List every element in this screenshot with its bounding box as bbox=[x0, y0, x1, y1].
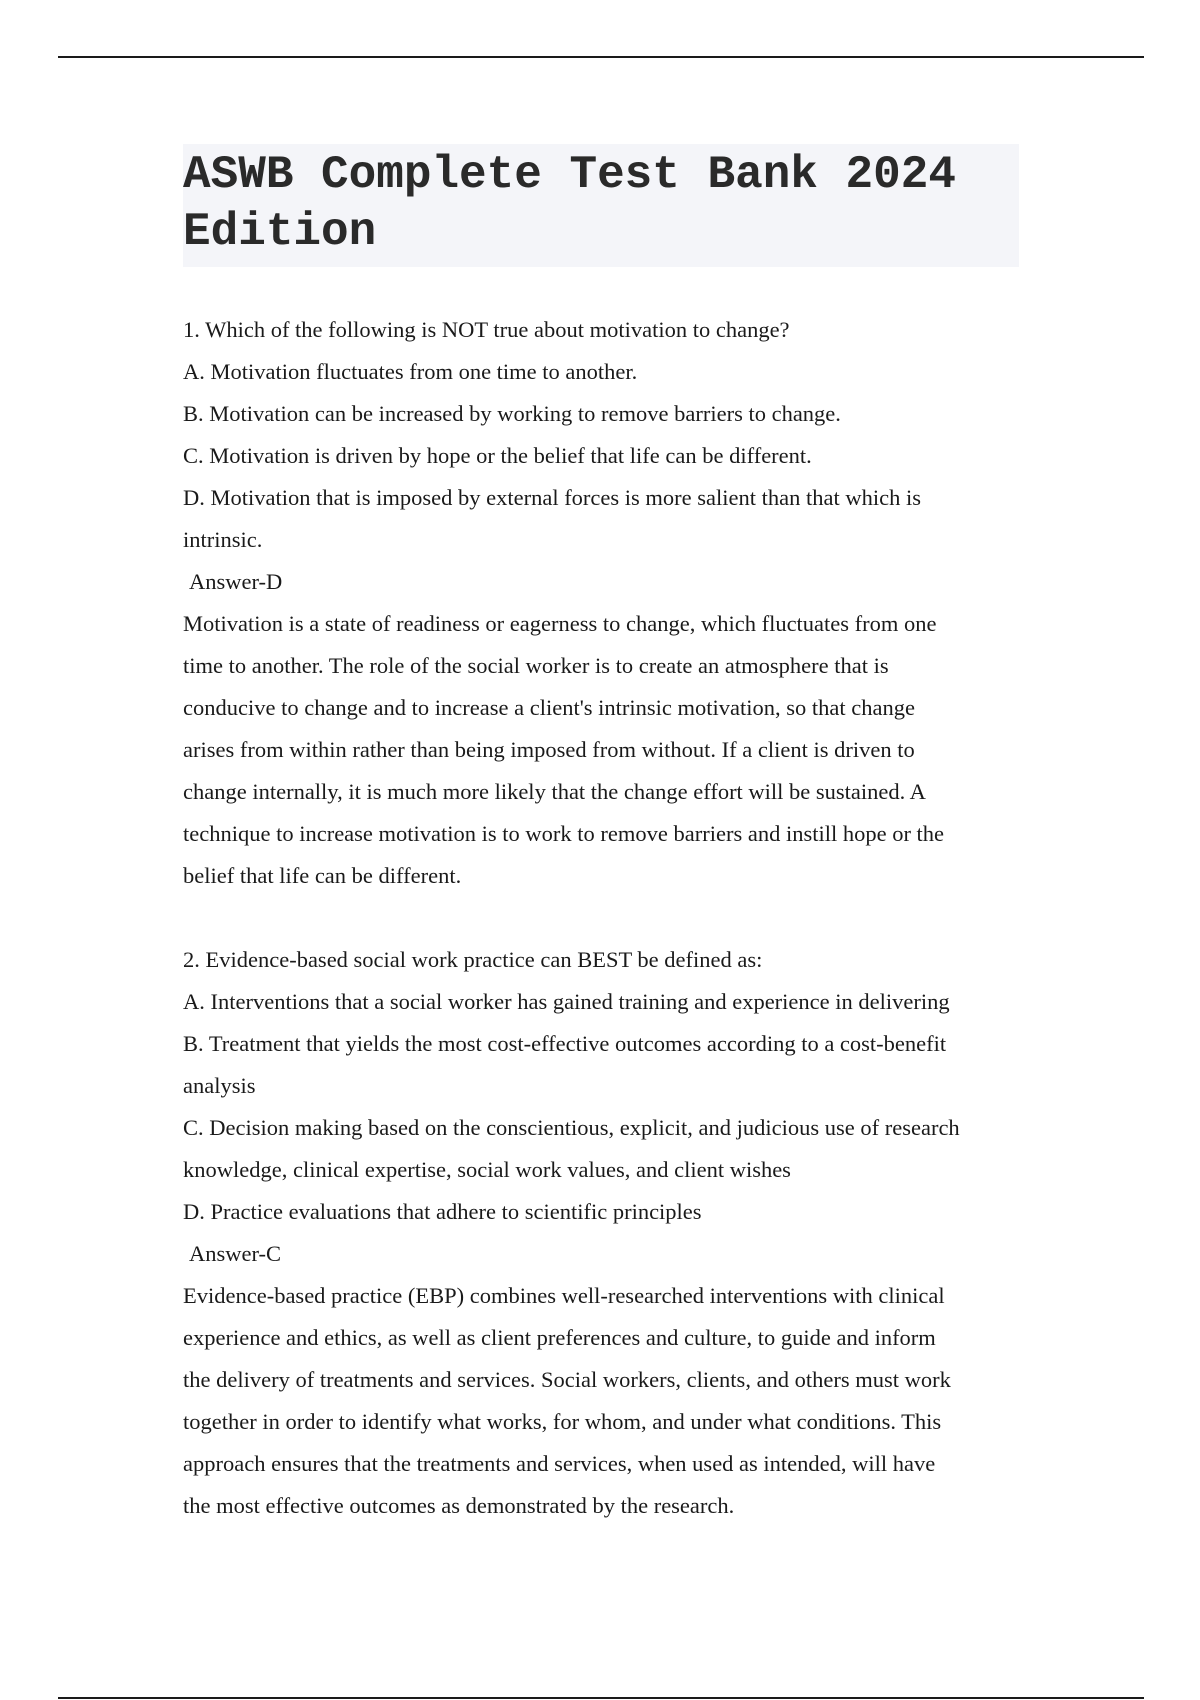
q1-explanation-line: time to another. The role of the social worker is to create an atmosphere that is bbox=[183, 653, 889, 678]
q2-explanation-line: Evidence-based practice (EBP) combines well-researched interventions with clinical bbox=[183, 1283, 945, 1308]
title-block bbox=[183, 144, 1019, 267]
document-body bbox=[183, 309, 1023, 1527]
q2-explanation-line: the most effective outcomes as demonstrated by the research. bbox=[183, 1493, 735, 1518]
q2-answer: Answer-C bbox=[189, 1241, 282, 1266]
q1-option-d-cont: intrinsic. bbox=[183, 527, 263, 552]
q2-option-c-cont: knowledge, clinical expertise, social work values, and client wishes bbox=[183, 1157, 791, 1182]
question-1: 1. Which of the following is NOT true about motivation to change? bbox=[183, 317, 790, 342]
q1-explanation-line: Motivation is a state of readiness or eagerness to change, which fluctuates from one bbox=[183, 611, 937, 636]
q1-option-b: B. Motivation can be increased by working to remove barriers to change. bbox=[183, 401, 841, 426]
q1-explanation-line: arises from within rather than being imposed from without. If a client is driven to bbox=[183, 737, 915, 762]
q1-explanation-line: technique to increase motivation is to work to remove barriers and instill hope or the bbox=[183, 821, 945, 846]
q2-option-a: A. Interventions that a social worker has gained training and experience in delivering bbox=[183, 989, 950, 1014]
q2-explanation-line: approach ensures that the treatments and services, when used as intended, will have bbox=[183, 1451, 936, 1476]
q2-option-b: B. Treatment that yields the most cost-effective outcomes according to a cost-benefit bbox=[183, 1031, 947, 1056]
page-content bbox=[183, 144, 1023, 1527]
question-2: 2. Evidence-based social work practice can BEST be defined as: bbox=[183, 947, 763, 972]
q1-option-d: D. Motivation that is imposed by external forces is more salient than that which is bbox=[183, 485, 921, 510]
document-title: ASWB Complete Test Bank 2024 Edition bbox=[183, 149, 956, 258]
q2-option-b-cont: analysis bbox=[183, 1073, 256, 1098]
q2-explanation-line: together in order to identify what works, for whom, and under what conditions. This bbox=[183, 1409, 942, 1434]
q1-explanation-line: belief that life can be different. bbox=[183, 863, 462, 888]
q1-explanation-line: conducive to change and to increase a client's intrinsic motivation, so that change bbox=[183, 695, 915, 720]
bottom-rule bbox=[58, 1697, 1144, 1699]
q2-option-d: D. Practice evaluations that adhere to scientific principles bbox=[183, 1199, 702, 1224]
q2-explanation-line: experience and ethics, as well as client preferences and culture, to guide and inform bbox=[183, 1325, 936, 1350]
q2-explanation-line: the delivery of treatments and services. Social workers, clients, and others must work bbox=[183, 1367, 951, 1392]
question-spacer bbox=[183, 897, 1023, 939]
q1-option-a: A. Motivation fluctuates from one time to another. bbox=[183, 359, 638, 384]
top-rule bbox=[58, 56, 1144, 58]
q2-option-c: C. Decision making based on the conscientious, explicit, and judicious use of research bbox=[183, 1115, 960, 1140]
q1-answer: Answer-D bbox=[189, 569, 283, 594]
q1-option-c: C. Motivation is driven by hope or the belief that life can be different. bbox=[183, 443, 812, 468]
q1-explanation-line: change internally, it is much more likely that the change effort will be sustained. A bbox=[183, 779, 926, 804]
